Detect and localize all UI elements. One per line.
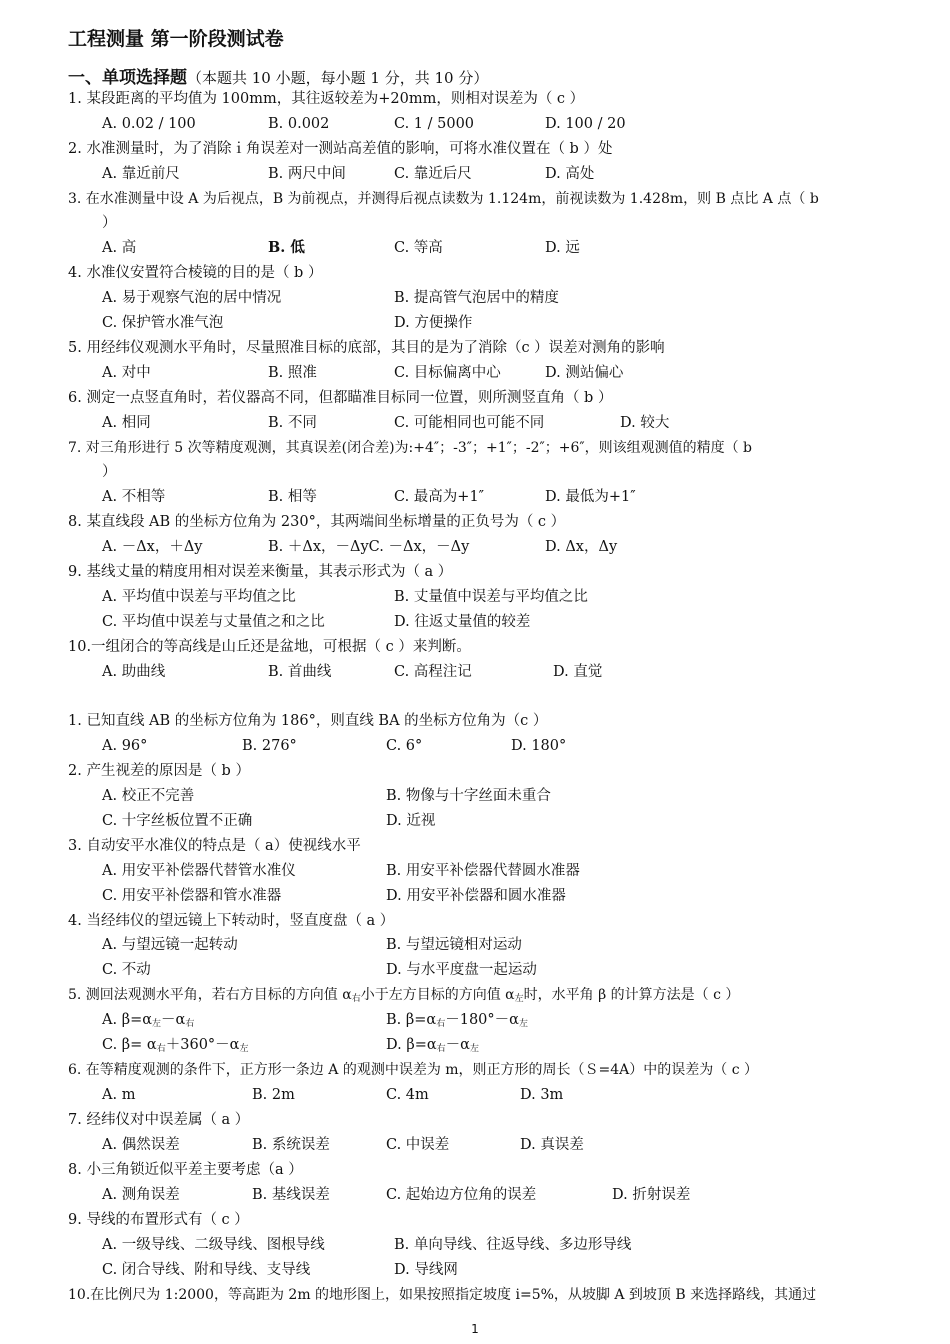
option-a: A. 平均值中误差与平均值之比: [102, 589, 296, 605]
option-a: A. 易于观察气泡的居中情况: [102, 290, 282, 306]
option-c: C. 最高为+1″: [394, 489, 485, 505]
option-a: A. 靠近前尺: [102, 166, 180, 182]
option-c: C. 平均值中误差与丈量值之和之比: [102, 614, 325, 630]
option-a: A. 与望远镜一起转动: [102, 937, 238, 953]
option-d: D. 方便操作: [394, 315, 473, 331]
question-stem: 9. 导线的布置形式有（ c ）: [68, 1212, 249, 1228]
option-c: C. 闭合导线、附和导线、支导线: [102, 1262, 311, 1278]
option-c: C. 高程注记: [394, 664, 472, 680]
option-b: B. 丈量值中误差与平均值之比: [394, 589, 588, 605]
option-d: D. 与水平度盘一起运动: [386, 962, 537, 978]
option-b: B. 系统误差: [252, 1137, 330, 1153]
question-stem: 9. 基线丈量的精度用相对误差来衡量，其表示形式为（ a ）: [68, 564, 453, 580]
option-c: C. 保护管水准气泡: [102, 315, 224, 331]
question-stem-continued: ）: [102, 464, 117, 480]
question-stem: 6. 测定一点竖直角时，若仪器高不同，但都瞄准目标同一位置，则所测竖直角（ b ）: [68, 390, 613, 406]
question-stem: 3. 自动安平水准仪的特点是（ a）使视线水平: [68, 838, 361, 854]
option-d: D. 用安平补偿器和圆水准器: [386, 888, 566, 904]
page-number: 1: [471, 1322, 479, 1336]
option-d: D. $\beta=\alpha_右-\alpha_左$: [386, 1037, 479, 1054]
question-stem: 2. 产生视差的原因是（ b ）: [68, 763, 250, 779]
option-b: B. 276°: [242, 738, 297, 754]
option-a: A. $\beta=\alpha_左-\alpha_右$: [102, 1012, 195, 1029]
option-a: A. 相同: [102, 415, 151, 431]
option-d: D. 折射误差: [612, 1187, 691, 1203]
option-a: A. 偶然误差: [102, 1137, 180, 1153]
question-stem-continued: ）: [102, 215, 117, 231]
option-c: C. 目标偏离中心: [394, 365, 501, 381]
option-c: C. 起始边方位角的误差: [386, 1187, 537, 1203]
option-d: D. 180°: [511, 738, 567, 754]
option-b: B. 物像与十字丝面未重合: [386, 788, 551, 804]
option-d: D. 远: [545, 240, 580, 256]
option-b: B. 照准: [268, 365, 317, 381]
question-stem: 8. 小三角锁近似平差主要考虑（a ）: [68, 1162, 303, 1178]
option-c: C. 不动: [102, 962, 151, 978]
question-stem: 7. 经纬仪对中误差属（ a ）: [68, 1112, 250, 1128]
option-b: B. $\beta=\alpha_右-180^\circ-\alpha_左$: [386, 1012, 528, 1029]
question-stem: 1. 已知直线 AB 的坐标方位角为 186°，则直线 BA 的坐标方位角为（c ）: [68, 713, 548, 729]
question-stem: 10.在比例尺为 1:2000，等高距为 2m 的地形图上，如果按照指定坡度 i=5%，从坡脚 A 到坡顶 B 来选择路线，其通过: [68, 1287, 817, 1303]
option-d: D. Δx，Δy: [545, 539, 618, 555]
option-c: C. 6°: [386, 738, 423, 754]
option-a: A. 用安平补偿器代替管水准仪: [102, 863, 296, 879]
option-c: C. 用安平补偿器和管水准器: [102, 888, 282, 904]
question-stem: 3. 在水准测量中设 A 为后视点，B 为前视点，并测得后视点读数为 1.124m，前视读数为 1.428m，则 B 点比 A 点（ b: [68, 191, 819, 207]
option-c: C. 中误差: [386, 1137, 450, 1153]
option-c: C. $\beta= \alpha_右+360^\circ-\alpha_左$: [102, 1037, 249, 1054]
option-d: D. 直觉: [553, 664, 603, 680]
option-b: B. 低: [268, 239, 305, 256]
option-c: C. 可能相同也可能不同: [394, 415, 545, 431]
option-a: A. 对中: [102, 365, 151, 381]
option-c: C. 十字丝板位置不正确: [102, 813, 253, 829]
option-a: A. 0.02 / 100: [102, 116, 196, 132]
section-title: 一、单项选择题: [68, 68, 187, 88]
option-d: D. 高处: [545, 166, 595, 182]
section-heading: [68, 63, 488, 88]
option-b: B. 2m: [252, 1087, 295, 1103]
section-note: （本题共 10 小题，每小题 1 分，共 10 分）: [187, 69, 489, 87]
option-d: D. 往返丈量值的较差: [394, 614, 531, 630]
option-b: B. 提高管气泡居中的精度: [394, 290, 559, 306]
option-a: A. 助曲线: [102, 664, 166, 680]
option-a: A. 一级导线、二级导线、图根导线: [102, 1237, 325, 1253]
question-stem: 6. 在等精度观测的条件下，正方形一条边 A 的观测中误差为 m，则正方形的周长（Ｓ=4A）中的误差为（ c ）: [68, 1062, 759, 1078]
question-stem: 2. 水准测量时，为了消除ｉ角误差对一测站高差值的影响，可将水准仪置在（ b ）处: [68, 141, 613, 157]
option-b: B. ＋Δx，－ΔyC. －Δx，－Δy: [268, 539, 470, 555]
option-c: C. 靠近后尺: [394, 166, 472, 182]
option-d: D. 3m: [520, 1087, 564, 1103]
option-b: B. 不同: [268, 415, 317, 431]
option-b: B. 与望远镜相对运动: [386, 937, 522, 953]
option-c: C. 1 / 5000: [394, 116, 475, 132]
option-d: D. 较大: [620, 415, 670, 431]
option-b: B. 基线误差: [252, 1187, 330, 1203]
question-stem: 4. 水准仪安置符合棱镜的目的是（ b ）: [68, 265, 323, 281]
question-stem: 1. 某段距离的平均值为 100mm，其往返较差为+20mm，则相对误差为（ c ）: [68, 91, 585, 107]
option-b: B. 相等: [268, 489, 317, 505]
question-stem: 5. 测回法观测水平角，若右方目标的方向值 $\alpha_右$小于左方目标的方向值 $\alpha_左$时，水平角 β 的计算方法是（ c ）: [68, 987, 740, 1004]
document-title: 工程测量 第一阶段测试卷: [68, 28, 284, 50]
question-stem: 7. 对三角形进行 5 次等精度观测，其真误差(闭合差)为:+4″；-3″；+1″；-2″；+6″，则该组观测值的精度（ b: [68, 440, 753, 456]
option-b: B. 两尺中间: [268, 166, 346, 182]
option-a: A. 校正不完善: [102, 788, 195, 804]
option-d: D. 最低为+1″: [545, 489, 636, 505]
question-stem: 4. 当经纬仪的望远镜上下转动时，竖直度盘（ a ）: [68, 913, 395, 929]
question-stem: 8. 某直线段 AB 的坐标方位角为 230°，其两端间坐标增量的正负号为（ c ）: [68, 514, 566, 530]
option-a: A. 测角误差: [102, 1187, 180, 1203]
option-b: B. 首曲线: [268, 664, 332, 680]
option-d: D. 100 / 20: [545, 116, 626, 132]
option-d: D. 近视: [386, 813, 436, 829]
option-a: A. －Δx，＋Δy: [102, 539, 203, 555]
question-stem: 10.一组闭合的等高线是山丘还是盆地，可根据（ c ）来判断。: [68, 639, 471, 655]
question-stem: 5. 用经纬仪观测水平角时，尽量照准目标的底部，其目的是为了消除（c ）误差对测角的影响: [68, 340, 665, 356]
option-a: A. 96°: [102, 738, 148, 754]
option-d: D. 导线网: [394, 1262, 458, 1278]
option-b: B. 0.002: [268, 116, 330, 132]
option-d: D. 测站偏心: [545, 365, 624, 381]
option-a: A. 高: [102, 240, 137, 256]
option-a: A. 不相等: [102, 489, 166, 505]
option-d: D. 真误差: [520, 1137, 584, 1153]
option-c: C. 4m: [386, 1087, 429, 1103]
option-c: C. 等高: [394, 240, 443, 256]
option-b: B. 单向导线、往返导线、多边形导线: [394, 1237, 632, 1253]
option-a: A. m: [102, 1087, 136, 1103]
option-b: B. 用安平补偿器代替圆水准器: [386, 863, 580, 879]
